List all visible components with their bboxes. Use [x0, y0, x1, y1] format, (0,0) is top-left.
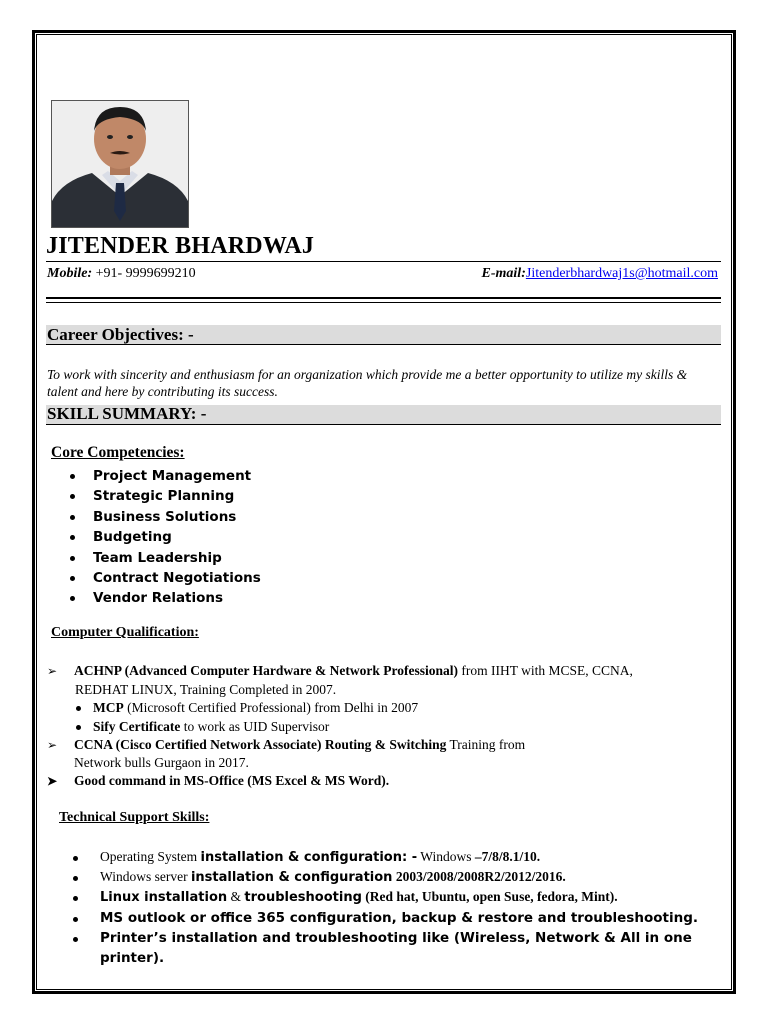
arrow-bullet-icon: ➤: [47, 774, 58, 788]
bullet-icon: [70, 515, 75, 520]
mobile-contact: [47, 266, 196, 282]
printer-skill-line-2: printer).: [100, 950, 165, 966]
email-link[interactable]: Jitenderbhardwaj1s@hotmail.com: [525, 266, 718, 281]
career-objective-text: To work with sincerity and enthusiasm for an organization which provide me a better opportunity to utilize my skills & talent and here by contributing its success.: [47, 367, 688, 399]
bullet-icon: [73, 896, 78, 901]
bullet-icon: [70, 474, 75, 479]
career-title: Career Objectives: -: [47, 325, 194, 344]
bullet-icon: [73, 937, 78, 942]
list-item: Business Solutions: [60, 507, 261, 527]
printer-skill-line: Printer’s installation and troubleshooting like (Wireless, Network & All in one: [100, 930, 692, 946]
bullet-icon: [76, 725, 81, 730]
arrow-bullet-icon: ➢: [47, 664, 58, 678]
bullet-icon: [73, 856, 78, 861]
core-competencies-heading: Core Competencies:: [51, 444, 185, 461]
list-item: Budgeting: [60, 527, 261, 547]
list-item: Team Leadership: [60, 548, 261, 568]
profile-photo: [51, 100, 189, 228]
core-competencies-list: [60, 466, 261, 609]
sify-line: Sify Certificate to work as UID Supervisor: [93, 719, 330, 734]
bullet-icon: [76, 706, 81, 711]
person-portrait-icon: [52, 101, 188, 227]
bullet-icon: [70, 535, 75, 540]
msoffice-line: Good command in MS-Office (MS Excel & MS Word).: [74, 773, 390, 788]
outlook-skill-line: MS outlook or office 365 configuration, backup & restore and troubleshooting.: [100, 910, 698, 926]
name-underline: [46, 261, 721, 262]
skill-title: SKILL SUMMARY: -: [47, 404, 207, 423]
achnp-line-2: REDHAT LINUX, Training Completed in 2007.: [75, 682, 337, 697]
list-item: Strategic Planning: [60, 486, 261, 506]
bullet-icon: [73, 917, 78, 922]
mobile-value: +91- 9999699210: [95, 266, 196, 281]
email-contact: [482, 266, 718, 282]
ccna-line: CCNA (Cisco Certified Network Associate) Routing & Switching Training from: [74, 737, 526, 752]
windows-server-line: Windows server installation & configuration 2003/2008/2008R2/2012/2016.: [100, 869, 566, 885]
header-divider-top: [46, 297, 721, 299]
bullet-icon: [73, 876, 78, 881]
list-item: Contract Negotiations: [60, 568, 261, 588]
mcp-line: MCP (Microsoft Certified Professional) from Delhi in 2007: [93, 700, 419, 715]
list-item: Vendor Relations: [60, 588, 261, 608]
ccna-line-2: Network bulls Gurgaon in 2017.: [74, 755, 249, 770]
bullet-icon: [70, 576, 75, 581]
email-label: E-mail:: [481, 266, 526, 281]
header-divider-bottom: [46, 302, 721, 303]
achnp-line: ACHNP (Advanced Computer Hardware & Network Professional) from IIHT with MCSE, CCNA,: [74, 663, 633, 678]
candidate-name: JITENDER BHARDWAJ: [46, 233, 315, 259]
mobile-label: Mobile:: [47, 266, 93, 281]
technical-support-heading: Technical Support Skills:: [59, 810, 210, 825]
os-skill-line: Operating System installation & configuration: - Windows –7/8/8.1/10.: [100, 849, 541, 865]
bullet-icon: [70, 596, 75, 601]
bullet-icon: [70, 494, 75, 499]
linux-skill-line: Linux installation & troubleshooting (Red hat, Ubuntu, open Suse, fedora, Mint).: [100, 889, 618, 905]
computer-qualification-heading: Computer Qualification:: [51, 625, 199, 640]
list-item: Project Management: [60, 466, 261, 486]
bullet-icon: [70, 556, 75, 561]
arrow-bullet-icon: ➢: [47, 738, 58, 752]
